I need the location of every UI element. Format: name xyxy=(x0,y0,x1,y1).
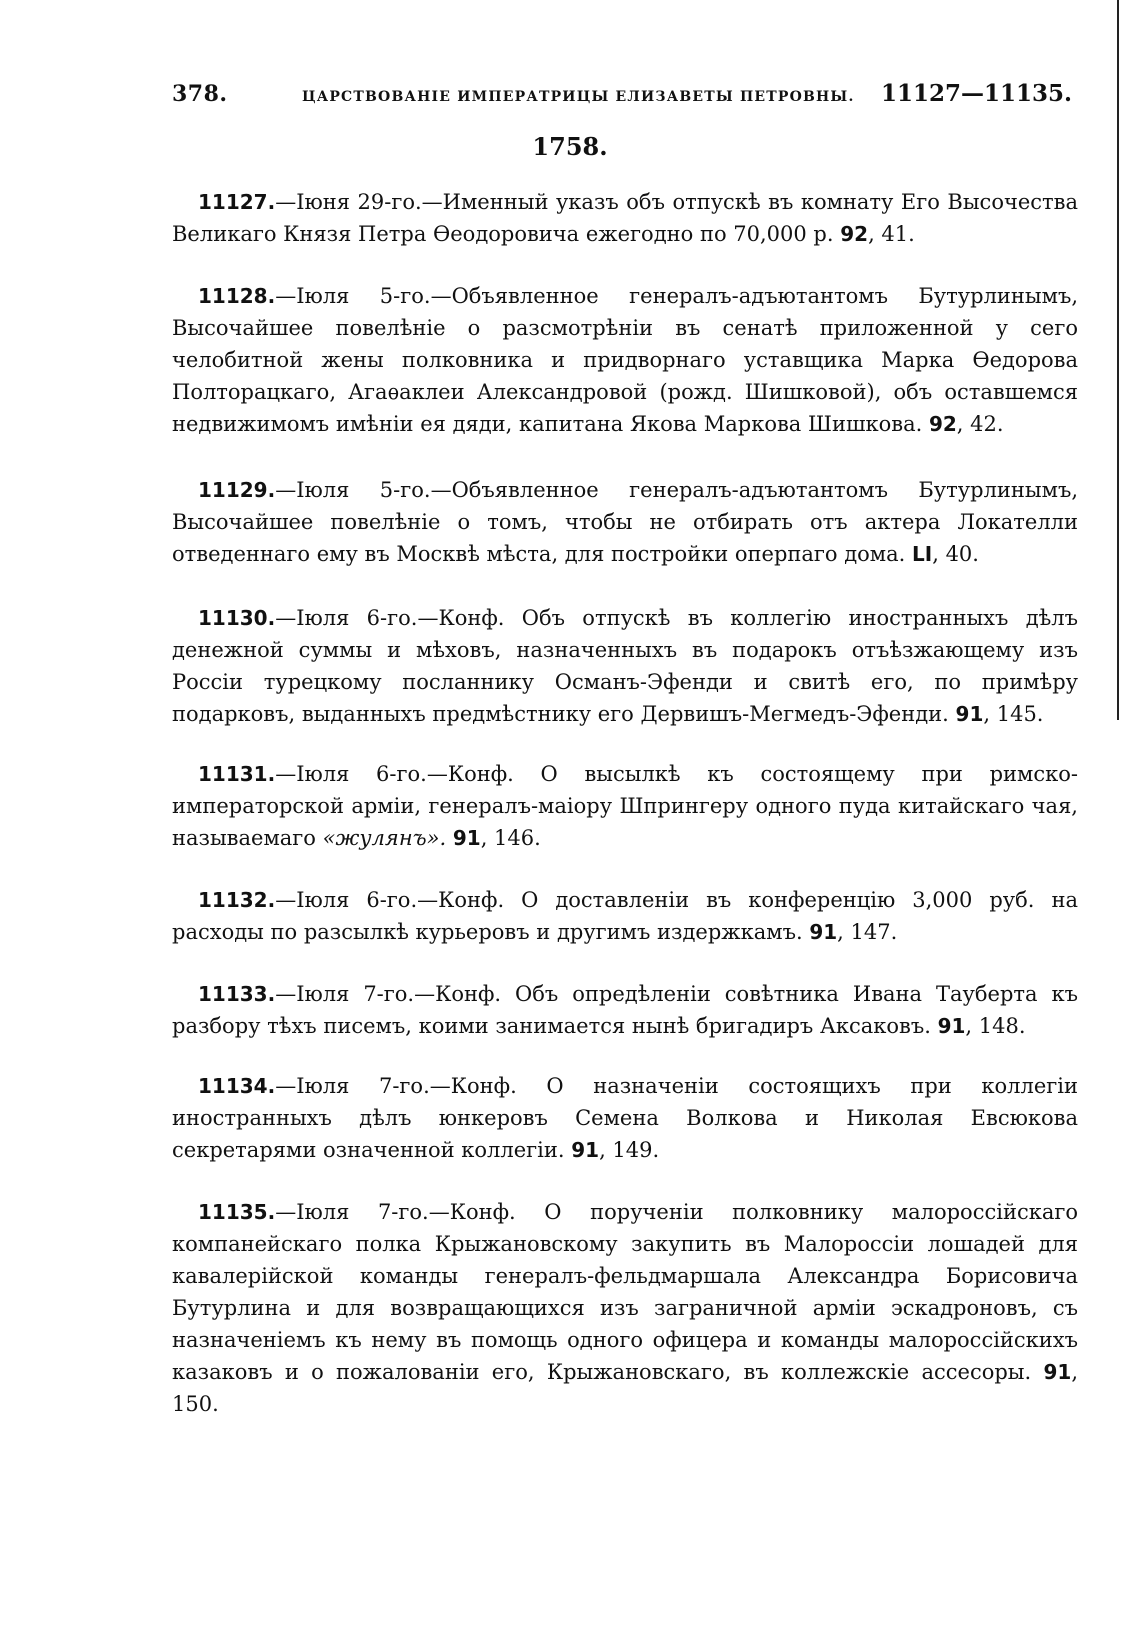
year-heading: 1758. xyxy=(532,132,608,161)
entry-number: 11129. xyxy=(198,478,276,502)
entry-text: —Іюля 7-го.—Конф. Объ опредѣленіи совѣтника Ивана Тауберта къ разбору тѣхъ писемъ, коими занимается нынѣ бригадиръ Аксаковъ. xyxy=(172,982,1078,1038)
entry-ref-volume: 91 xyxy=(452,826,481,850)
entry-text: —Іюля 6-го.—Конф. О доставленіи въ конференцію 3,000 руб. на расходы по разсылкѣ курьеровъ и другимъ издержкамъ. xyxy=(172,888,1078,944)
page-edge-line xyxy=(1117,0,1119,720)
entry-italic-term: «жулянъ». xyxy=(322,826,447,850)
entry-text: —Іюля 5-го.—Объявленное генералъ-адъютантомъ Бутурлинымъ, Высочайшее повелѣніе о томъ, чтобы не отбирать отъ актера Локателли отведеннаго ему въ Москвѣ мѣста, для постройки оперпаго дома. xyxy=(172,478,1078,566)
entry-text: —Іюня 29-го.—Именный указъ объ отпускѣ въ комнату Его Высочества Великаго Князя Петра Ѳеодоровича ежегодно по 70,000 р. xyxy=(172,190,1078,246)
entry-text: —Іюля 7-го.—Конф. О назначеніи состоящихъ при коллегіи иностранныхъ дѣлъ юнкеровъ Семена Волкова и Николая Евсюкова секретарями означенной коллегіи. xyxy=(172,1074,1078,1162)
entry-number: 11133. xyxy=(198,982,276,1006)
entry-text: —Іюля 5-го.—Объявленное генералъ-адъютантомъ Бутурлинымъ, Высочайшее повелѣніе о разсмотрѣніи въ сенатѣ приложенной у сего челобитной жены полковника и придворнаго уставщика Марка Ѳедорова Полторацкаго, Агаѳаклеи Александровой (рожд. Шишковой), объ оставшемся недвижимомъ имѣніи ея дяди, капитана Якова Маркова Шишкова. xyxy=(172,284,1078,436)
entry-ref-page: , 41. xyxy=(868,222,915,246)
entry-ref-page: , 149. xyxy=(599,1138,660,1162)
entries-list xyxy=(172,186,1078,1420)
entry-11133 xyxy=(172,978,1078,1042)
entry-ref-volume: LI xyxy=(912,542,933,566)
entry-text: —Іюля 7-го.—Конф. О порученіи полковнику малороссійскаго компанейскаго полка Крыжановскому закупить въ Малороссіи лошадей для кавалерійской команды генералъ-фельдмаршала Александра Борисовича Бутурлина и для возвращающихся изъ заграничной арміи эскадроновъ, съ назначеніемъ къ нему въ помощь одного офицера и команды малороссійскихъ казаковъ и о пожалованіи его, Крыжановскаго, въ коллежскіе ассесоры. xyxy=(172,1200,1078,1384)
entry-ref-page: , 145. xyxy=(983,702,1044,726)
entry-ref-page: , 146. xyxy=(480,826,541,850)
entry-number: 11134. xyxy=(198,1074,276,1098)
entry-11132 xyxy=(172,884,1078,948)
entry-ref-page: , 147. xyxy=(837,920,898,944)
running-title: ЦАРСТВОВАНІЕ ИМПЕРАТРИЦЫ ЕЛИЗАВЕТЫ ПЕТРОВНЫ. xyxy=(302,89,855,105)
entry-11128 xyxy=(172,280,1078,440)
entry-ref-volume: 91 xyxy=(955,702,984,726)
entry-11127 xyxy=(172,186,1078,250)
entry-11129 xyxy=(172,474,1078,570)
entry-ref-volume: 91 xyxy=(571,1138,600,1162)
entry-11131 xyxy=(172,758,1078,854)
entry-ref-page: , 150. xyxy=(172,1360,1078,1416)
entry-ref-volume: 91 xyxy=(809,920,838,944)
entry-number: 11131. xyxy=(198,762,276,786)
entry-number: 11135. xyxy=(198,1200,276,1224)
entry-ref-volume: 92 xyxy=(840,222,869,246)
page-header xyxy=(172,80,1072,114)
entry-11135 xyxy=(172,1196,1078,1420)
page-number: 378. xyxy=(172,81,228,107)
entry-number: 11127. xyxy=(198,190,276,214)
entry-number: 11132. xyxy=(198,888,276,912)
entry-range: 11127—11135. xyxy=(880,80,1072,107)
entry-number: 11130. xyxy=(198,606,276,630)
entry-text: —Іюля 6-го.—Конф. Объ отпускѣ въ коллегію иностранныхъ дѣлъ денежной суммы и мѣховъ, назначенныхъ въ подарокъ отъѣзжающему изъ Россіи турецкому посланнику Османъ-Эфенди и свитѣ его, по примѣру подарковъ, выданныхъ предмѣстнику его Дервишъ-Мегмедъ-Эфенди. xyxy=(172,606,1078,726)
entry-ref-volume: 92 xyxy=(928,412,957,436)
entry-ref-page: , 40. xyxy=(932,542,979,566)
entry-11134 xyxy=(172,1070,1078,1166)
entry-text: —Іюля 6-го.—Конф. О высылкѣ къ состоящему при римско-императорской арміи, генералъ-маіору Шпрингеру одного пуда китайскаго чая, называемаго xyxy=(172,762,1078,850)
entry-ref-page: , 148. xyxy=(965,1014,1026,1038)
entry-ref-volume: 91 xyxy=(937,1014,966,1038)
entry-ref-page: , 42. xyxy=(956,412,1004,436)
entry-11130 xyxy=(172,602,1078,730)
entry-ref-volume: 91 xyxy=(1043,1360,1072,1384)
entry-number: 11128. xyxy=(198,284,276,308)
